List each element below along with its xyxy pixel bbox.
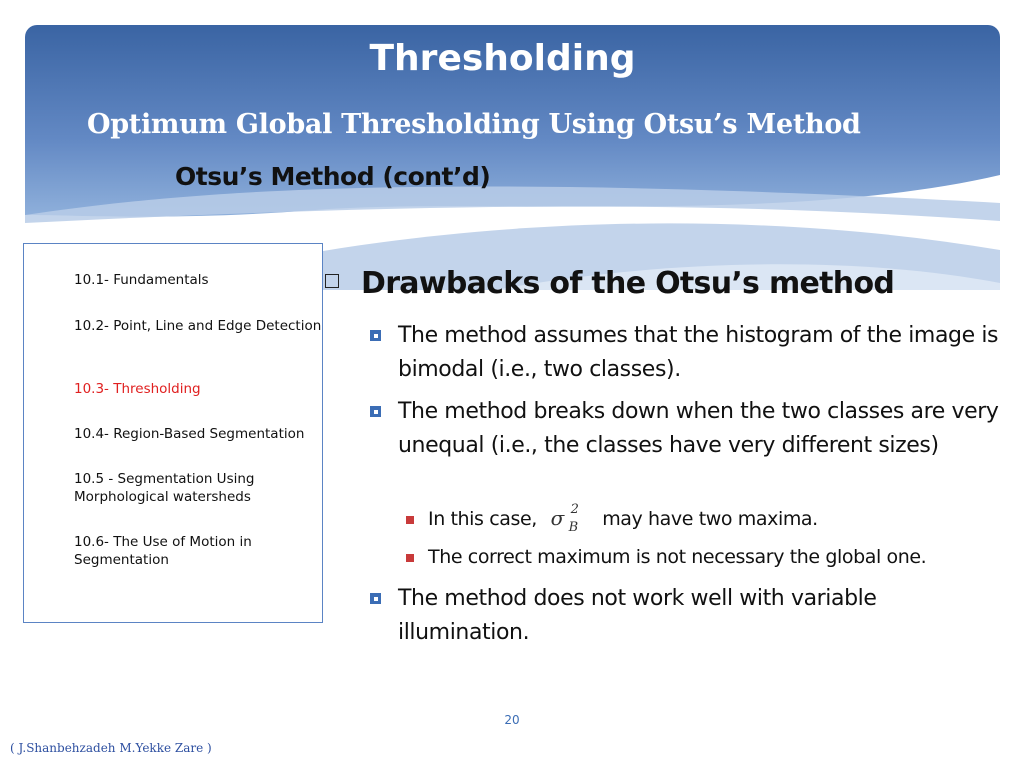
- page-number: 20: [504, 713, 520, 727]
- bullet-text: The method does not work well with variable illumination.: [398, 586, 877, 645]
- nav-item-motion[interactable]: 10.6- The Use of Motion in Segmentation: [74, 534, 252, 568]
- sigma-b-squared-symbol: [549, 502, 593, 535]
- red-square-bullet-icon: [406, 554, 414, 562]
- sub-bullet-prefix: In this case,: [428, 508, 537, 530]
- square-bullet-icon: [370, 593, 381, 604]
- sigma-superscript: 2: [570, 502, 579, 517]
- bullet-bimodal: [398, 319, 1008, 387]
- nav-item-fundamentals[interactable]: 10.1- Fundamentals: [74, 272, 209, 288]
- slide-subtitle: Optimum Global Thresholding Using Otsu’s Method: [87, 109, 861, 140]
- heading-drawbacks: [325, 266, 894, 301]
- nav-item-region-based[interactable]: 10.4- Region-Based Segmentation: [74, 426, 305, 442]
- nav-item-watersheds[interactable]: 10.5 - Segmentation Using Morphological watersheds: [74, 471, 255, 505]
- sub-bullet-global-max: [428, 544, 926, 570]
- bullet-text: The method breaks down when the two classes are very unequal (i.e., the classes have very different sizes): [398, 399, 999, 458]
- slide-title: Thresholding: [369, 38, 636, 79]
- sigma-glyph: σ: [550, 506, 564, 530]
- square-bullet-icon: [370, 406, 381, 417]
- square-bullet-icon: [370, 330, 381, 341]
- bullet-text: The method assumes that the histogram of the image is bimodal (i.e., two classes).: [398, 323, 999, 382]
- bullet-illumination: [398, 582, 1008, 650]
- slide-subsubtitle: Otsu’s Method (cont’d): [175, 162, 491, 191]
- sigma-subscript: B: [568, 520, 578, 535]
- footer-authors: ( J.Shanbehzadeh M.Yekke Zare ): [10, 741, 212, 755]
- hollow-square-bullet-icon: [325, 274, 339, 288]
- bullet-unequal-classes: [398, 395, 1008, 463]
- sub-bullet-text: The correct maximum is not necessary the global one.: [428, 546, 927, 568]
- chapter-nav-panel: [23, 243, 323, 623]
- red-square-bullet-icon: [406, 516, 414, 524]
- sub-bullet-suffix: may have two maxima.: [602, 508, 818, 530]
- nav-item-thresholding[interactable]: 10.3- Thresholding: [74, 381, 201, 397]
- heading-text: Drawbacks of the Otsu’s method: [361, 266, 895, 301]
- nav-item-point-line-edge[interactable]: 10.2- Point, Line and Edge Detection: [74, 318, 322, 334]
- sub-bullet-two-maxima: [428, 502, 818, 535]
